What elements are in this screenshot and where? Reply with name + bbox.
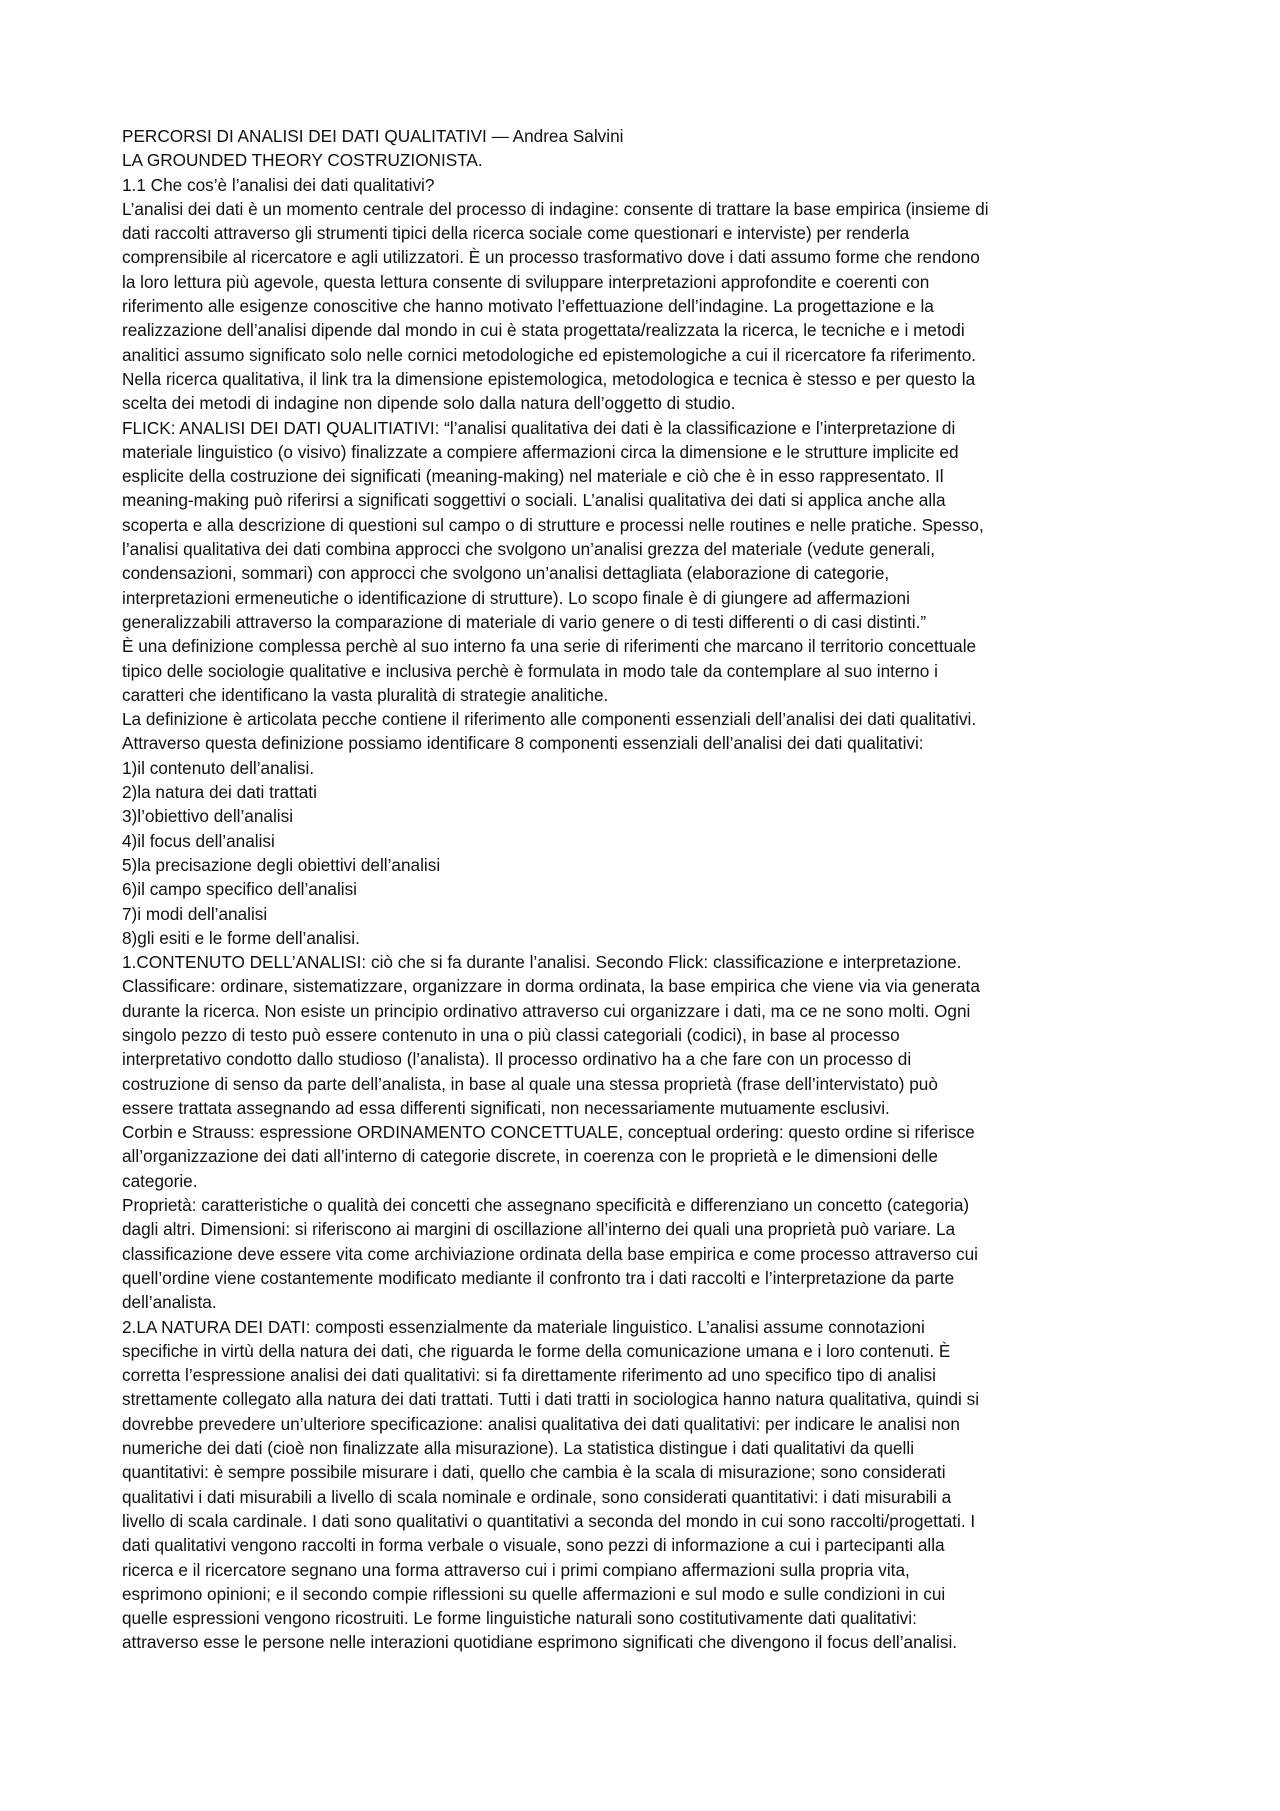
text-line: 1)il contenuto dell’analisi.: [122, 757, 315, 778]
text-line: ricerca e il ricercatore segnano una forma attraverso cui i primi compiano affermazioni sulla propria vita,: [122, 1559, 910, 1580]
text-line: FLICK: ANALISI DEI DATI QUALITIATIVI: “l’analisi qualitativa dei dati è la classificazione e l’interpretazione di: [122, 417, 956, 438]
text-line: tipico delle sociologie qualitative e inclusiva perchè è formulata in modo tale da contemplare al suo interno i: [122, 660, 938, 681]
text-line: categorie.: [122, 1170, 198, 1191]
text-line: dati qualitativi vengono raccolti in forma verbale o visuale, sono pezzi di informazione a cui i partecipanti alla: [122, 1535, 945, 1556]
text-line: corretta l’espressione analisi dei dati qualitativi: si fa direttamente riferimento ad uno specifico tipo di analisi: [122, 1365, 936, 1386]
text-line: 3)l’obiettivo dell’analisi: [122, 806, 294, 827]
text-line: interpretativo condotto dallo studioso (l’analista). Il processo ordinativo ha a che fare con un processo di: [122, 1049, 912, 1070]
text-line: 2)la natura dei dati trattati: [122, 782, 317, 803]
text-line: strettamente collegato alla natura dei dati trattati. Tutti i dati tratti in sociologica hanno natura qualitativa, quindi si: [122, 1389, 980, 1410]
text-line: 2.LA NATURA DEI DATI: composti essenzialmente da materiale linguistico. L’analisi assume connotazioni: [122, 1316, 925, 1337]
text-line: quell’ordine viene costantemente modificato mediante il confronto tra i dati raccolti e l’interpretazione da parte: [122, 1267, 955, 1288]
text-line: Attraverso questa definizione possiamo identificare 8 componenti essenziali dell’analisi dei dati qualitativi:: [122, 733, 924, 754]
section-heading: 1.1 Che cos’è l’analisi dei dati qualitativi?: [122, 174, 435, 195]
text-line: riferimento alle esigenze conoscitive che hanno motivato l’effettuazione dell’indagine. La progettazione e la: [122, 296, 934, 317]
text-line: generalizzabili attraverso la comparazione di materiale di vario genere o di testi differenti o di casi distinti.”: [122, 611, 927, 632]
text-line: scelta dei metodi di indagine non dipende solo dalla natura dell’oggetto di studio.: [122, 393, 736, 414]
text-line: dovrebbe prevedere un’ulteriore specificazione: analisi qualitativa dei dati qualitativi: per indicare le analisi non: [122, 1413, 960, 1434]
text-line: numeriche dei dati (cioè non finalizzate alla misurazione). La statistica distingue i dati qualitativi da quelli: [122, 1438, 915, 1459]
text-line: condensazioni, sommari) con approcci che svolgono un’analisi dettagliata (elaborazione di categorie,: [122, 563, 890, 584]
text-line: singolo pezzo di testo può essere contenuto in una o più classi categoriali (codici), in base al processo: [122, 1024, 900, 1045]
text-line: Classificare: ordinare, sistematizzare, organizzare in dorma ordinata, la base empirica che viene via via generata: [122, 976, 980, 997]
text-line: essere trattata assegnando ad essa differenti significati, non necessariamente mutuamente esclusivi.: [122, 1097, 890, 1118]
text-line: specifiche in virtù della natura dei dati, che riguarda le forme della comunicazione umana e i loro contenuti. È: [122, 1340, 951, 1361]
document-body: [122, 124, 1172, 1655]
text-line: 1.CONTENUTO DELL’ANALISI: ciò che si fa durante l’analisi. Secondo Flick: classificazione e interpretazione.: [122, 952, 962, 973]
text-line: caratteri che identificano la vasta pluralità di strategie analitiche.: [122, 684, 609, 705]
text-line: l’analisi qualitativa dei dati combina approcci che svolgono un’analisi grezza del materiale (vedute generali,: [122, 539, 936, 560]
text-line: realizzazione dell’analisi dipende dal mondo in cui è stata progettata/realizzata la ricerca, le tecniche e i metodi: [122, 320, 965, 341]
text-line: meaning-making può riferirsi a significati soggettivi o sociali. L’analisi qualitativa dei dati si applica anche alla: [122, 490, 946, 511]
text-line: durante la ricerca. Non esiste un principio ordinativo attraverso cui organizzare i dati, ma ce ne sono molti. Ogni: [122, 1000, 971, 1021]
text-line: comprensibile al ricercatore e agli utilizzatori. È un processo trasformativo dove i dati assumo forme che rendono: [122, 247, 980, 268]
text-line: attraverso esse le persone nelle interazioni quotidiane esprimono significati che divengono il focus dell’analisi.: [122, 1632, 958, 1653]
text-line: Proprietà: caratteristiche o qualità dei concetti che assegnano specificità e differenziano un concetto (categoria): [122, 1195, 970, 1216]
text-line: Corbin e Strauss: espressione ORDINAMENTO CONCETTUALE, conceptual ordering: questo ordine si riferisce: [122, 1122, 975, 1143]
text-line: L’analisi dei dati è un momento centrale del processo di indagine: consente di trattare la base empirica (insieme di: [122, 198, 989, 219]
document-subtitle: LA GROUNDED THEORY COSTRUZIONISTA.: [122, 150, 483, 171]
text-line: dell’analista.: [122, 1292, 217, 1313]
text-line: classificazione deve essere vita come archiviazione ordinata della base empirica e come processo attraverso cui: [122, 1243, 978, 1264]
text-line: qualitativi i dati misurabili a livello di scala nominale e ordinale, sono considerati quantitativi: i dati misurabili a: [122, 1486, 952, 1507]
text-line: dati raccolti attraverso gli strumenti tipici della ricerca sociale come questionari e interviste) per renderla: [122, 223, 910, 244]
text-line: La definizione è articolata pecche contiene il riferimento alle componenti essenziali dell’analisi dei dati qualitativi.: [122, 709, 977, 730]
text-line: dagli altri. Dimensioni: si riferiscono ai margini di oscillazione all’interno dei quali una proprietà può variare. La: [122, 1219, 956, 1240]
text-line: 6)il campo specifico dell’analisi: [122, 879, 358, 900]
text-line: costruzione di senso da parte dell’analista, in base al quale una stessa proprietà (frase dell’intervistato) può: [122, 1073, 938, 1094]
text-line: Nella ricerca qualitativa, il link tra la dimensione epistemologica, metodologica e tecnica è stesso e per questo la: [122, 368, 976, 389]
text-line: interpretazioni ermeneutiche o identificazione di strutture). Lo scopo finale è di giungere ad affermazioni: [122, 587, 910, 608]
text-line: quelle espressioni vengono ricostruiti. Le forme linguistiche naturali sono costitutivamente dati qualitativi:: [122, 1608, 917, 1629]
text-line: all’organizzazione dei dati all’interno di categorie discrete, in coerenza con le proprietà e le dimensioni delle: [122, 1146, 938, 1167]
document-title: PERCORSI DI ANALISI DEI DATI QUALITATIVI — Andrea Salvini: [122, 126, 624, 146]
text-line: la loro lettura più agevole, questa lettura consente di sviluppare interpretazioni approfondite e coerenti con: [122, 271, 930, 292]
text-line: esplicite della costruzione dei significati (meaning-making) nel materiale e ciò che è in esso rappresentato. Il: [122, 466, 944, 487]
text-line: 5)la precisazione degli obiettivi dell’analisi: [122, 854, 441, 875]
text-line: 4)il focus dell’analisi: [122, 830, 275, 851]
text-line: È una definizione complessa perchè al suo interno fa una serie di riferimenti che marcano il territorio concettuale: [122, 636, 977, 657]
text-line: materiale linguistico (o visivo) finalizzate a compiere affermazioni circa la dimensione e le strutture implicite ed: [122, 441, 959, 462]
text-line: livello di scala cardinale. I dati sono qualitativi o quantitativi a seconda del mondo in cui sono raccolti/progettati. I: [122, 1510, 976, 1531]
text-line: quantitativi: è sempre possibile misurare i dati, quello che cambia è la scala di misurazione; sono considerati: [122, 1462, 946, 1483]
text-line: esprimono opinioni; e il secondo compie riflessioni su quelle affermazioni e sul modo e sulle condizioni in cui: [122, 1583, 946, 1604]
text-line: analitici assumo significato solo nelle cornici metodologiche ed epistemologiche a cui il ricercatore fa riferimento.: [122, 344, 977, 365]
text-line: scoperta e alla descrizione di questioni sul campo o di strutture e processi nelle routines e nelle pratiche. Spesso,: [122, 514, 984, 535]
text-line: 8)gli esiti e le forme dell’analisi.: [122, 927, 360, 948]
text-line: 7)i modi dell’analisi: [122, 903, 268, 924]
